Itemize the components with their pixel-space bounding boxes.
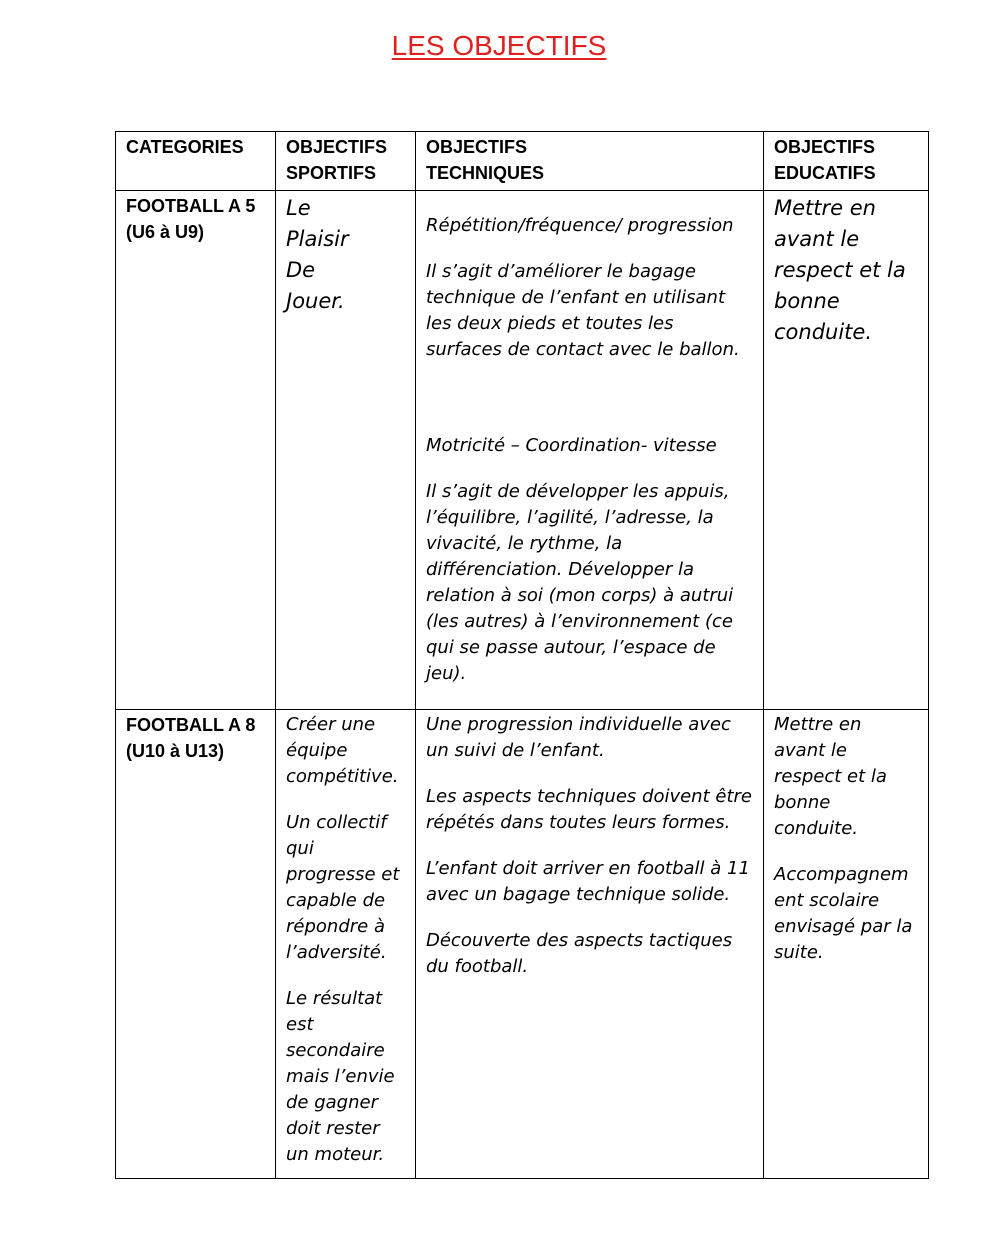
table-header-row — [116, 132, 929, 191]
category-football-a5: FOOTBALL A 5 (U6 à U9) — [126, 196, 256, 242]
header-categories: CATEGORIES — [126, 137, 244, 157]
sportifs-cell — [276, 191, 416, 710]
header-cell-educatifs — [764, 132, 929, 191]
objectives-table — [115, 131, 929, 1179]
tech-a5-title-1: Répétition/fréquence/ progression — [426, 215, 734, 236]
category-cell — [116, 710, 276, 1179]
tech-a8-2: Les aspects techniques doivent être répétés dans toutes leurs formes. — [426, 786, 752, 833]
tech-a8-4: Découverte des aspects tactiques du football. — [426, 930, 733, 977]
tech-a8-1: Une progression individuelle avec un suivi de l’enfant. — [426, 714, 731, 761]
tech-a5-text-2: Il s’agit de développer les appuis, l’équilibre, l’agilité, l’adresse, la vivacité, le rythme, la différenciation. Développer la relation à soi (mon corps) à autrui (les autres) à l’environnement (ce qui se passe autour, l’espace de jeu). — [426, 481, 734, 684]
header-cell-categories — [116, 132, 276, 191]
table-row-football-a5 — [116, 191, 929, 710]
header-cell-techniques — [416, 132, 764, 191]
category-football-a8: FOOTBALL A 8 (U10 à U13) — [126, 715, 256, 761]
sportifs-cell — [276, 710, 416, 1179]
category-cell — [116, 191, 276, 710]
sportifs-a8-2: Un collectif qui progresse et capable de répondre à l’adversité. — [286, 812, 400, 963]
sportifs-a5: Le Plaisir De Jouer. — [286, 196, 349, 313]
tech-a5-text-1: Il s’agit d’améliorer le bagage technique de l’enfant en utilisant les deux pieds et toutes les surfaces de contact avec le ballon. — [426, 261, 740, 360]
page-title: LES OBJECTIFS — [391, 30, 607, 61]
table-row-football-a8 — [116, 710, 929, 1179]
header-cell-sportifs — [276, 132, 416, 191]
educatifs-cell — [764, 710, 929, 1179]
educatifs-a8-2: Accompagnem ent scolaire envisagé par la suite. — [774, 864, 913, 963]
educatifs-a5: Mettre en avant le respect et la bonne conduite. — [774, 196, 906, 344]
tech-a5-title-2: Motricité – Coordination- vitesse — [426, 435, 717, 456]
tech-a8-3: L’enfant doit arriver en football à 11 avec un bagage technique solide. — [426, 858, 750, 905]
educatifs-cell — [764, 191, 929, 710]
techniques-cell — [416, 710, 764, 1179]
header-educatifs: OBJECTIFS EDUCATIFS — [774, 137, 876, 183]
techniques-cell — [416, 191, 764, 710]
header-sportifs: OBJECTIFS SPORTIFS — [286, 137, 388, 183]
header-techniques: OBJECTIFS TECHNIQUES — [426, 137, 545, 183]
educatifs-a8-1: Mettre en avant le respect et la bonne conduite. — [774, 714, 887, 839]
sportifs-a8-3: Le résultat est secondaire mais l’envie de gagner doit rester un moteur. — [286, 988, 395, 1165]
sportifs-a8-1: Créer une équipe compétitive. — [286, 714, 399, 787]
